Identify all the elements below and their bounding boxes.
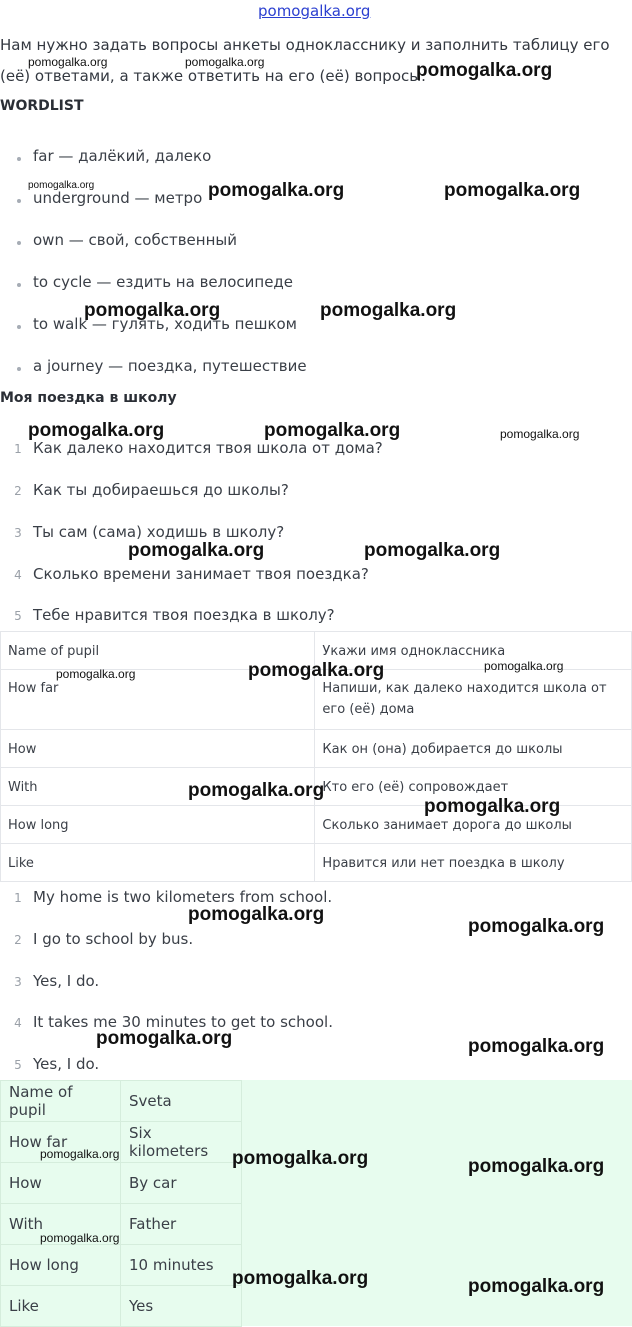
watermark: pomogalka.org — [28, 420, 165, 441]
watermark: pomogalka.org — [232, 1268, 369, 1289]
table-cell: With — [1, 1204, 121, 1245]
table-cell: Кто его (её) сопровождает — [315, 768, 632, 806]
bullet-icon — [17, 241, 21, 245]
watermark: pomogalka.org — [185, 55, 265, 69]
question-number: 4 — [14, 568, 22, 582]
answer-text: I go to school by bus. — [33, 930, 194, 948]
wordlist-item: to walk — гулять, ходить пешком — [33, 315, 297, 333]
answer-number: 1 — [14, 891, 22, 905]
table-row — [1, 1122, 242, 1163]
table-row — [1, 1204, 242, 1245]
table-cell: How long — [1, 1245, 121, 1286]
wordlist-item: to cycle — ездить на велосипеде — [33, 273, 294, 291]
watermark: pomogalka.org — [320, 300, 457, 321]
watermark: pomogalka.org — [40, 1231, 120, 1245]
table-cell: Like — [1, 844, 315, 882]
wordlist-item: far — далёкий, далеко — [33, 147, 212, 165]
answer-number: 5 — [14, 1058, 22, 1072]
table-cell: Father — [121, 1204, 242, 1245]
table-cell: Like — [1, 1286, 121, 1327]
watermark: pomogalka.org — [248, 660, 385, 681]
table-cell: By car — [121, 1163, 242, 1204]
watermark: pomogalka.org — [28, 55, 108, 69]
table-cell: Name of pupil — [1, 632, 315, 670]
question-number: 1 — [14, 442, 22, 456]
site-link[interactable]: pomogalka.org — [258, 2, 371, 20]
watermark: pomogalka.org — [188, 904, 325, 925]
wordlist-heading: WORDLIST — [0, 98, 84, 114]
table-cell: 10 minutes — [121, 1245, 242, 1286]
watermark: pomogalka.org — [500, 427, 580, 441]
table-cell: Нравится или нет поездка в школу — [315, 844, 632, 882]
table-cell: Сколько занимает дорога до школы — [315, 806, 632, 844]
table-row — [1, 1286, 242, 1327]
question-number: 5 — [14, 609, 22, 623]
answer-text: It takes me 30 minutes to get to school. — [33, 1013, 333, 1031]
answers-table — [0, 1080, 242, 1327]
wordlist-item: own — свой, собственный — [33, 231, 237, 249]
answer-text: Yes, I do. — [33, 972, 100, 990]
question-text: Как далеко находится твоя школа от дома? — [33, 439, 383, 457]
watermark: pomogalka.org — [56, 667, 136, 681]
table-cell: Yes — [121, 1286, 242, 1327]
table-cell: With — [1, 768, 315, 806]
watermark: pomogalka.org — [40, 1147, 120, 1161]
answer-number: 4 — [14, 1016, 22, 1030]
bullet-icon — [17, 367, 21, 371]
table-cell: Напиши, как далеко находится школа от его (её) дома — [315, 670, 632, 730]
answer-text: Yes, I do. — [33, 1055, 100, 1073]
question-text: Тебе нравится твоя поездка в школу? — [33, 606, 335, 624]
table-cell: Как он (она) добирается до школы — [315, 730, 632, 768]
watermark: pomogalka.org — [232, 1148, 369, 1169]
table-cell: Six kilometers — [121, 1122, 242, 1163]
bullet-icon — [17, 199, 21, 203]
watermark: pomogalka.org — [468, 916, 605, 937]
watermark: pomogalka.org — [444, 180, 581, 201]
table-cell: Sveta — [121, 1081, 242, 1122]
table-row — [1, 1245, 242, 1286]
table-cell: How far — [1, 1122, 121, 1163]
watermark: pomogalka.org — [468, 1036, 605, 1057]
question-text: Сколько времени занимает твоя поездка? — [33, 565, 369, 583]
watermark: pomogalka.org — [96, 1028, 233, 1049]
answer-number: 3 — [14, 975, 22, 989]
question-text: Ты сам (сама) ходишь в школу? — [33, 523, 285, 541]
watermark: pomogalka.org — [364, 540, 501, 561]
table-row — [1, 844, 632, 882]
question-number: 3 — [14, 526, 22, 540]
table-cell: How far — [1, 670, 315, 730]
watermark: pomogalka.org — [468, 1276, 605, 1297]
trip-heading: Моя поездка в школу — [0, 390, 177, 406]
bullet-icon — [17, 283, 21, 287]
watermark: pomogalka.org — [484, 659, 564, 673]
watermark: pomogalka.org — [188, 780, 325, 801]
wordlist-item: a journey — поездка, путешествие — [33, 357, 307, 375]
table-cell: How long — [1, 806, 315, 844]
question-text: Как ты добираешься до школы? — [33, 481, 289, 499]
table-row — [1, 730, 632, 768]
watermark: pomogalka.org — [128, 540, 265, 561]
watermark: pomogalka.org — [416, 60, 553, 81]
table-cell: How — [1, 1163, 121, 1204]
table-row — [1, 1163, 242, 1204]
wordlist-item: underground — метро — [33, 189, 203, 207]
watermark: pomogalka.org — [84, 300, 221, 321]
table-cell: How — [1, 730, 315, 768]
watermark: pomogalka.org — [264, 420, 401, 441]
answer-number: 2 — [14, 933, 22, 947]
table-cell: Name of pupil — [1, 1081, 121, 1122]
bullet-icon — [17, 157, 21, 161]
watermark: pomogalka.org — [424, 796, 561, 817]
bullet-icon — [17, 325, 21, 329]
table-cell: Укажи имя одноклассника — [315, 632, 632, 670]
table-row — [1, 1081, 242, 1122]
watermark: pomogalka.org — [208, 180, 345, 201]
answer-text: My home is two kilometers from school. — [33, 888, 333, 906]
intro-text: Нам нужно задать вопросы анкеты однокласснику и заполнить таблицу его (её) ответами, а также ответить на его (её) вопросы. — [0, 36, 610, 85]
question-number: 2 — [14, 484, 22, 498]
watermark: pomogalka.org — [468, 1156, 605, 1177]
watermark: pomogalka.org — [28, 180, 95, 191]
